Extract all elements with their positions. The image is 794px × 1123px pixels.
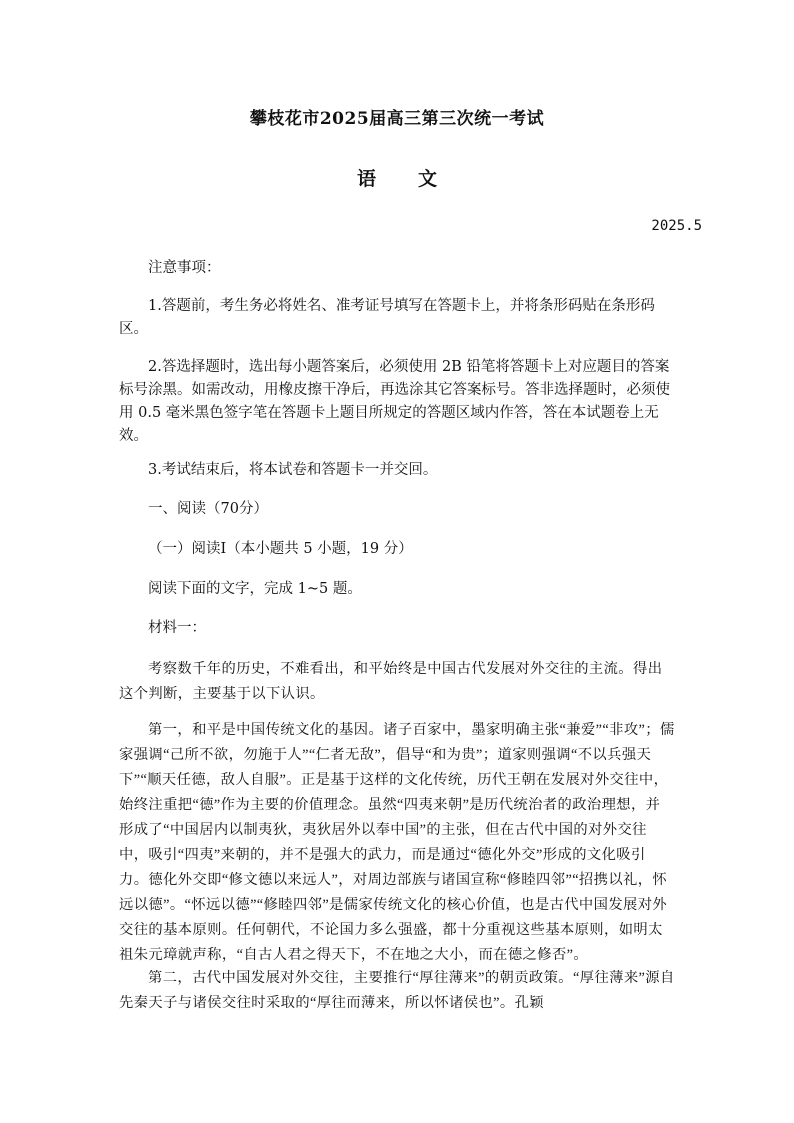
exam-title: 攀枝花市2025届高三第三次统一考试 [249, 109, 545, 129]
passage-paragraph-2-block [119, 718, 675, 968]
passage-paragraph-3-block [119, 966, 675, 1016]
reading-instruction: 阅读下面的文字，完成 1~5 题。 [148, 581, 362, 597]
notice-item-1-block [119, 295, 675, 341]
notice-item-2: 2.答选择题时，选出每小题答案后，必须使用 2B 铅笔将答题卡上对应题目的答案标号涂黑。如需改动，用橡皮擦干净后，再选涂其它答案标号。答非选择题时，必须使用 0.5 毫米黑色签字笔在答题卡上题目所规定的答题区域内作答，答在本试题卷上无效。 [119, 359, 670, 444]
instruction-block [119, 578, 675, 601]
notice-item-2-block [119, 356, 675, 448]
notice-heading-block [119, 257, 675, 280]
part1-subheading: （一）阅读Ⅰ（本小题共 5 小题，19 分） [148, 541, 413, 557]
notice-item-1: 1.答题前，考生务必将姓名、准考证号填写在答题卡上，并将条形码贴在条形码区。 [119, 298, 655, 337]
passage-paragraph-1: 考察数千年的历史，不难看出，和平始终是中国古代发展对外交往的主流。得出这个判断，主要基于以下认识。 [119, 661, 663, 702]
part1-heading-block [119, 498, 675, 521]
subject-title: 语文 [356, 168, 479, 190]
passage-paragraph-2: 第一，和平是中国传统文化的基因。诸子百家中，墨家明确主张“兼爱”“非攻”；儒家强调“己所不欲，勿施于人”“仁者无敌”，倡导“和为贵”；道家则强调“不以兵强天下”“顺天任德，敌人自服”。正是基于这样的文化传统，历代王朝在发展对外交往中，始终注重把“德”作为主要的价值理念。虽然“四夷来朝”是历代统治者的政治理想，并形成了“中国居内以制夷狄，夷狄居外以奉中国”的主张，但在古代中国的对外交往中，吸引“四夷”来朝的，并不是强大的武力，而是通过“德化外交”形成的文化吸引力。德化外交即“修文德以来远人”，对周边部族与诸国宣称“修睦四邻”“招携以礼，怀远以德”。“怀远以德”“修睦四邻”是儒家传统文化的核心价值，也是古代中国发展对外交往的基本原则。任何朝代，不论国力多么强盛，都十分重视这些基本原则，如明太祖朱元璋就声称，“自古人君之得天下，不在地之大小，而在德之修否”。 [119, 722, 675, 963]
notice-heading: 注意事项： [148, 260, 221, 276]
material-label-block [119, 617, 675, 640]
part1-heading: 一、阅读（70分） [148, 501, 268, 517]
exam-date: 2025.5 [651, 218, 702, 234]
notice-item-3: 3.考试结束后，将本试卷和答题卡一并交回。 [148, 462, 438, 478]
notice-item-3-block [119, 459, 675, 482]
passage-paragraph-1-block [119, 657, 675, 707]
material-label: 材料一： [148, 620, 206, 636]
part1-sub-block [119, 538, 675, 561]
passage-paragraph-3: 第二，古代中国发展对外交往，主要推行“厚往薄来”的朝贡政策。“厚往薄来”源自先秦天子与诸侯交往时采取的“厚往而薄来，所以怀诸侯也”。孔颖 [119, 970, 675, 1011]
